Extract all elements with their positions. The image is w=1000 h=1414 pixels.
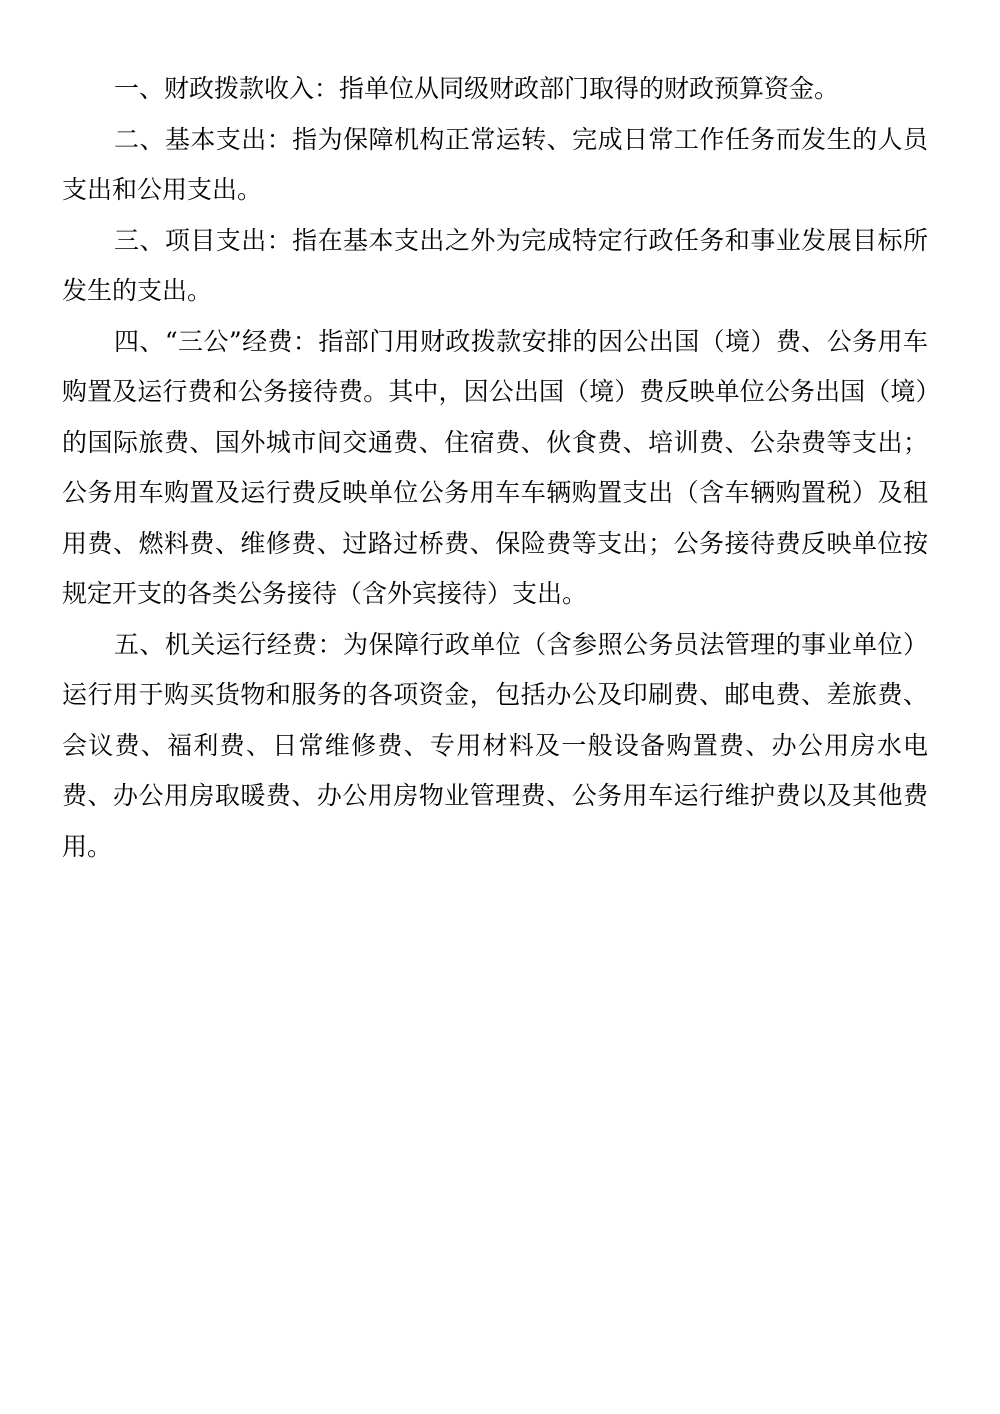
paragraph-fiscal-appropriation-income: 一、财政拨款收入：指单位从同级财政部门取得的财政预算资金。 (114, 74, 840, 103)
paragraph-three-public-expenses: 四、“三公”经费：指部门用财政拨款安排的因公出国（境）费、公务用车购置及运行费和公务接待费。其中，因公出国（境）费反映单位公务出国（境）的国际旅费、国外城市间交通费、住宿费、伙食费、培训费、公杂费等支出；公务用车购置及运行费反映单位公务用车车辆购置支出（含车辆购置税）及租用费、燃料费、维修费、过路过桥费、保险费等支出；公务接待费反映单位按规定开支的各类公务接待（含外宾接待）支出。 (62, 326, 928, 608)
document-body (62, 64, 928, 872)
paragraph-basic-expenditure: 二、基本支出：指为保障机构正常运转、完成日常工作任务而发生的人员支出和公用支出。 (62, 124, 928, 204)
paragraph-project-expenditure: 三、项目支出：指在基本支出之外为完成特定行政任务和事业发展目标所发生的支出。 (62, 225, 928, 305)
paragraph-agency-operating-expenses: 五、机关运行经费：为保障行政单位（含参照公务员法管理的事业单位）运行用于购买货物和服务的各项资金，包括办公及印刷费、邮电费、差旅费、会议费、福利费、日常维修费、专用材料及一般设备购置费、办公用房水电费、办公用房取暖费、办公用房物业管理费、公务用车运行维护费以及其他费用。 (62, 629, 928, 861)
